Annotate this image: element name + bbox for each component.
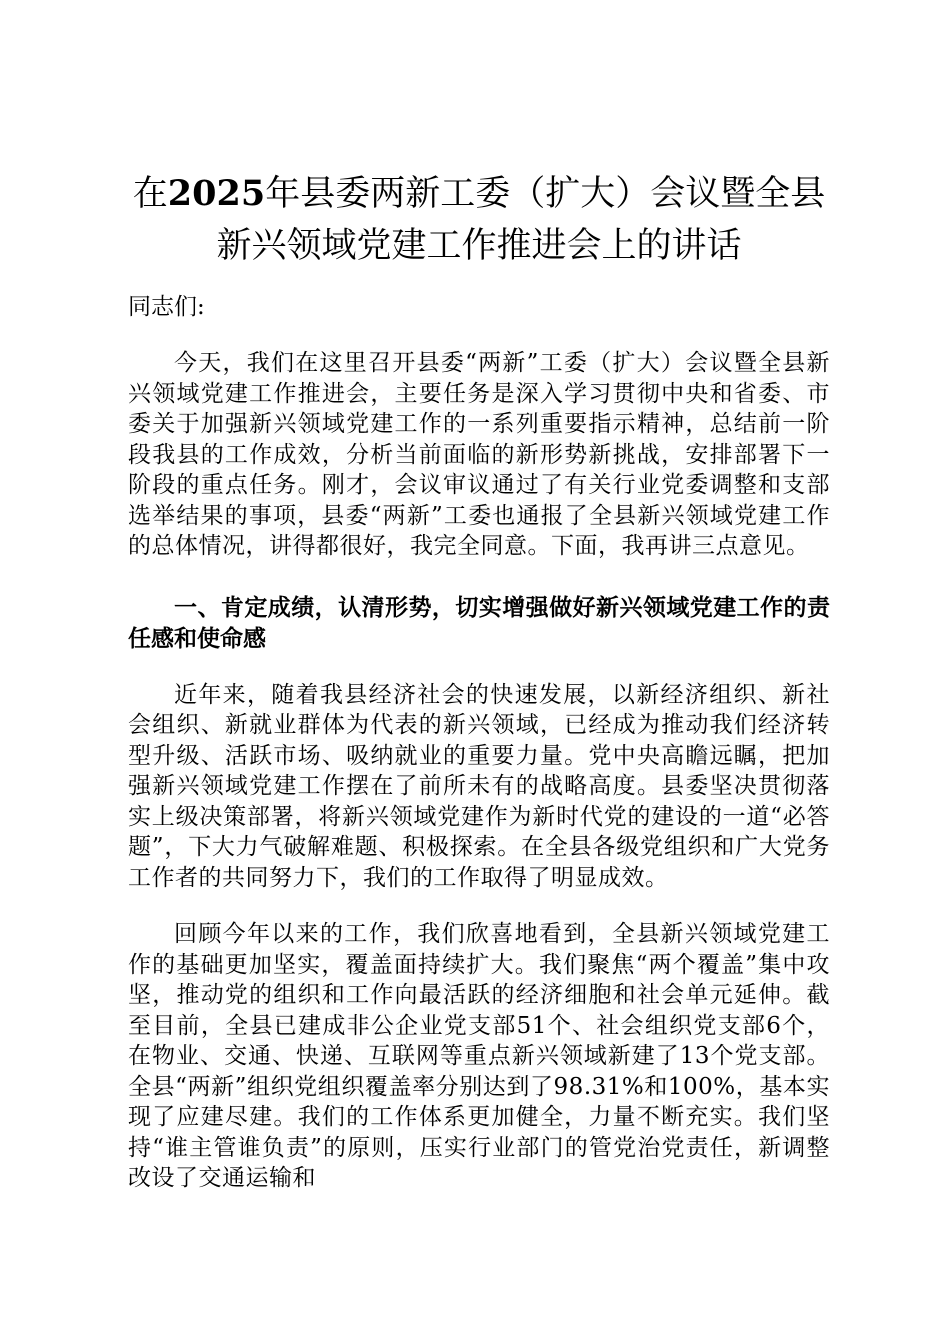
title-year: 2025 [167,173,266,214]
document-page [128,168,830,1194]
section-heading-1: 一、肯定成绩，认清形势，切实增强做好新兴领域党建工作的责任感和使命感 [128,593,830,652]
section1-paragraph-2: 回顾今年以来的工作，我们欣喜地看到，全县新兴领域党建工作的基础更加坚实，覆盖面持续扩大。我们聚焦“两个覆盖”集中攻坚，推动党的组织和工作向最活跃的经济细胞和社会单元延伸。截至目前，全县已建成非公企业党支部51个、社会组织党支部6个，在物业、交通、快递、互联网等重点新兴领域新建了13个党支部。全县“两新”组织党组织覆盖率分别达到了98.31%和100%，基本实现了应建尽建。我们的工作体系更加健全，力量不断充实。我们坚持“谁主管谁负责”的原则，压实行业部门的管党治党责任，新调整改设了交通运输和 [128,921,830,1191]
intro-paragraph: 今天，我们在这里召开县委“两新”工委（扩大）会议暨全县新兴领域党建工作推进会，主要任务是深入学习贯彻中央和省委、市委关于加强新兴领域党建工作的一系列重要指示精神，总结前一阶段我县的工作成效，分析当前面临的新形势新挑战，安排部署下一阶段的重点任务。刚才，会议审议通过了有关行业党委调整和支部选举结果的事项，县委“两新”工委也通报了全县新兴领域党建工作的总体情况，讲得都很好，我完全同意。下面，我再讲三点意见。 [128,350,830,559]
document-title [128,168,830,272]
title-prefix: 在 [132,174,168,214]
title-line2: 新兴领域党建工作推进会上的讲话 [216,226,742,266]
title-line1-rest: 年县委两新工委（扩大）会议暨全县 [265,174,826,214]
section1-paragraph-1: 近年来，随着我县经济社会的快速发展，以新经济组织、新社会组织、新就业群体为代表的新兴领域，已经成为推动我们经济转型升级、活跃市场、吸纳就业的重要力量。党中央高瞻远瞩，把加强新兴领域党建工作摆在了前所未有的战略高度。县委坚决贯彻落实上级决策部署，将新兴领域党建作为新时代党的建设的一道“必答题”，下大力气破解难题、积极探索。在全县各级党组织和广大党务工作者的共同努力下，我们的工作取得了明显成效。 [128,681,830,891]
salutation: 同志们: [128,294,205,320]
